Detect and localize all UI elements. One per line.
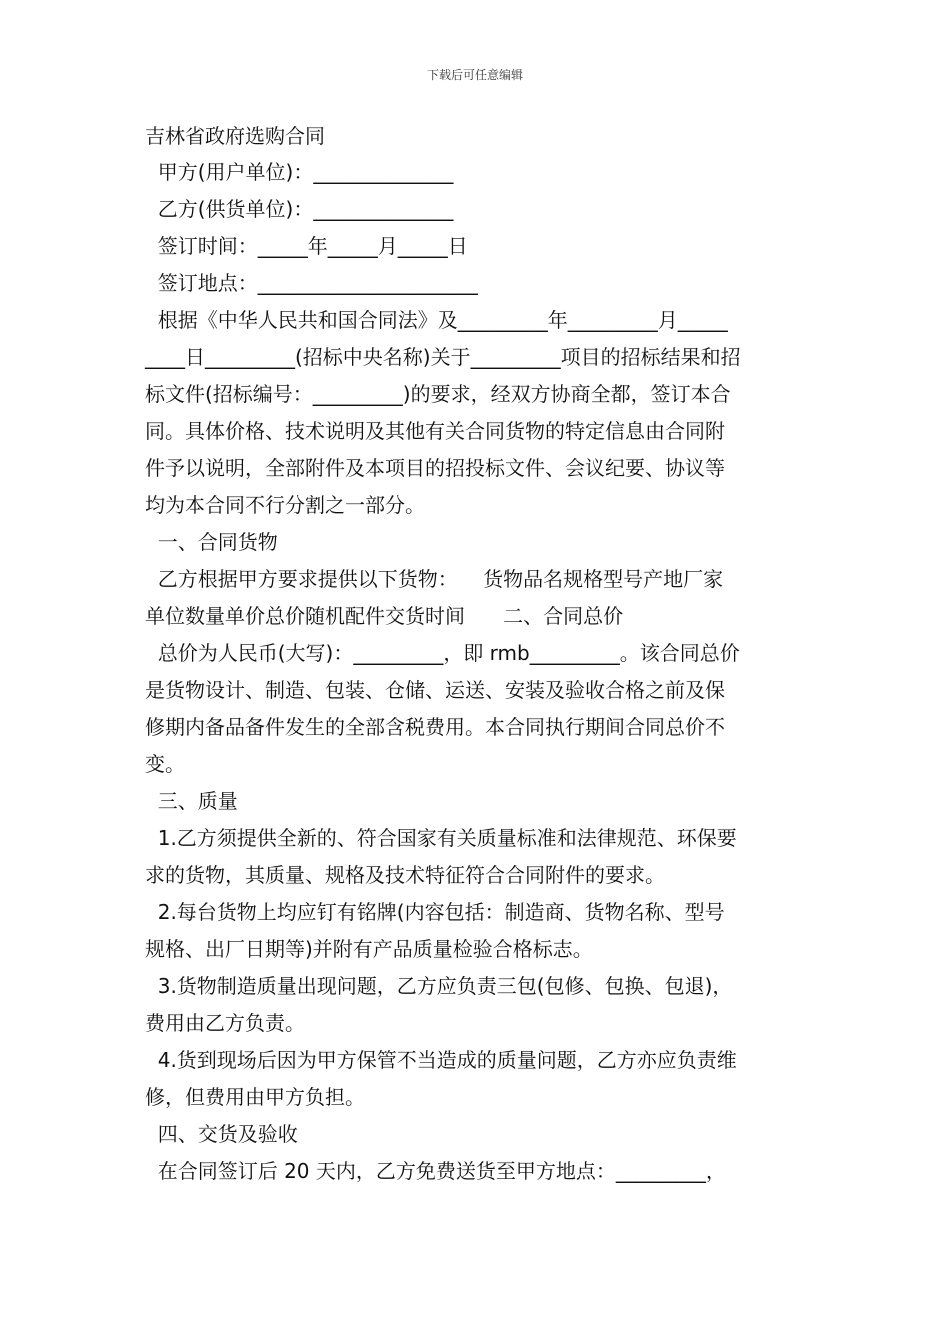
paragraph-line: 在合同签订后 20 天内，乙方免费送货至甲方地点：_________， — [145, 1159, 726, 1183]
paragraph-line: 2.每台货物上均应钉有铭牌(内容包括：制造商、货物名称、型号 — [145, 900, 725, 924]
paragraph-line: 3.货物制造质量出现问题，乙方应负责三包(包修、包换、包退)， — [145, 974, 733, 998]
paragraph-line: 根据《中华人民共和国合同法》及_________年_________月_____ — [145, 308, 728, 332]
paragraph-line: 均为本合同不行分割之一部分。 — [145, 493, 425, 517]
section-heading-delivery: 四、交货及验收 — [145, 1122, 298, 1146]
paragraph-line: 同。具体价格、技术说明及其他有关合同货物的特定信息由合同附 — [145, 419, 725, 443]
page-header-note: 下载后可任意编辑 — [426, 68, 523, 82]
paragraph-line: 费用由乙方负责。 — [145, 1011, 305, 1035]
party-b-line: 乙方(供货单位)：______________ — [145, 197, 454, 221]
paragraph-line: 规格、出厂日期等)并附有产品质量检验合格标志。 — [145, 937, 593, 961]
paragraph-line: 求的货物，其质量、规格及技术特征符合合同附件的要求。 — [145, 863, 665, 887]
paragraph-line: 总价为人民币(大写)：_________，即 rmb_________。该合同总价 — [145, 641, 740, 665]
paragraph-line: 件予以说明，全部附件及本项目的招投标文件、会议纪要、协议等 — [145, 456, 725, 480]
section-heading-quality: 三、质量 — [145, 789, 238, 813]
paragraph-line: 1.乙方须提供全新的、符合国家有关质量标准和法律规范、环保要 — [145, 826, 737, 850]
paragraph-line: 单位数量单价总价随机配件交货时间 二、合同总价 — [145, 604, 624, 628]
paragraph-line: 4.货到现场后因为甲方保管不当造成的质量问题，乙方亦应负责维 — [145, 1048, 737, 1072]
paragraph-line: 标文件(招标编号：_________)的要求，经双方协商全都，签订本合 — [145, 382, 731, 406]
paragraph-line: 是货物设计、制造、包装、仓储、运送、安装及验收合格之前及保 — [145, 678, 725, 702]
paragraph-line: 变。 — [145, 752, 185, 776]
paragraph-line: ____日_________(招标中央名称)关于_________项目的招标结果和招 — [145, 345, 741, 369]
contract-body — [145, 118, 810, 1190]
section-heading-goods: 一、合同货物 — [145, 530, 278, 554]
party-a-line: 甲方(用户单位)：______________ — [145, 160, 454, 184]
paragraph-line: 乙方根据甲方要求提供以下货物： 货物品名规格型号产地厂家 — [145, 567, 724, 591]
signing-place-line: 签订地点：______________________ — [145, 271, 478, 295]
document-title: 吉林省政府选购合同 — [145, 124, 325, 148]
signing-date-line: 签订时间：_____年_____月_____日 — [145, 234, 468, 258]
paragraph-line: 修期内备品备件发生的全部含税费用。本合同执行期间合同总价不 — [145, 715, 725, 739]
paragraph-line: 修，但费用由甲方负担。 — [145, 1085, 365, 1109]
